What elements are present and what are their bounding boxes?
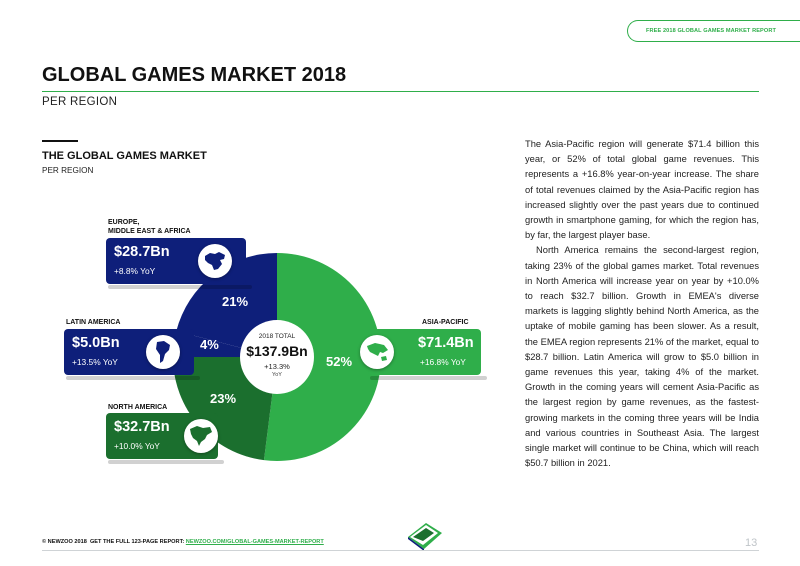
center-total-value: $137.9Bn [246, 343, 308, 359]
body-paragraph: The Asia-Pacific region will generate $71.4 billion this year, or 52% of total global game revenues. This represents a +16.8% year-on-year increase. The share of total revenues claimed by the Asia-Pacific region has increased slightly over the past years due to continued growth in smartphone gaming, for which the region has, by far, the largest player base. [525, 139, 759, 241]
center-total-label: 2018 TOTAL [258, 333, 296, 340]
region-value-asia-pacific: $71.4Bn [418, 335, 474, 351]
body-text [525, 137, 759, 471]
slice-label-north-america: 23% [210, 391, 237, 406]
slice-label-latin-america: 4% [200, 337, 219, 352]
region-yoy-emea: +8.8% YoY [114, 266, 156, 276]
box-shadow [108, 460, 224, 464]
slice-label-asia-pacific: 52% [326, 354, 353, 369]
report-cover-thumbnail[interactable] [404, 519, 444, 551]
footer-copyright: © NEWZOO 2018 [42, 539, 87, 545]
box-shadow [370, 376, 487, 380]
section-subtitle: PER REGION [42, 166, 94, 175]
north-america-map-icon [184, 419, 218, 453]
region-box-latin-america [64, 329, 194, 375]
box-shadow [66, 376, 200, 380]
body-paragraph: North America remains the second-largest region, taking 23% of the global games market. Total revenues in North America will increase year on year by +10.0% to reach $32.7 billion. Growth in EMEA's diverse markets is lagging slightly behind North America, as the uptake of mobile gaming has been slower. As a result, the EMEA region represents 21% of the market, equal to $28.7 billion. Latin America will grow to $5.0 billion in game revenues this year, taking 4% of the market. Growth in the coming years will cement Asia-Pacific as the largest region by game revenues, as the fastest-growing markets in the coming three years will be India and various countries in Southeast Asia. The largest single market will continue to be China, which will reach $50.7 billion in 2021. [525, 245, 759, 469]
page-number: 13 [745, 537, 758, 549]
report-tag: FREE 2018 GLOBAL GAMES MARKET REPORT [627, 20, 800, 42]
region-value-north-america: $32.7Bn [114, 419, 170, 435]
region-box-north-america [106, 413, 218, 459]
region-box-asia-pacific [368, 329, 481, 375]
box-shadow [108, 285, 252, 289]
center-yoy-value: +13.3% [264, 362, 290, 371]
asia-map-icon [360, 335, 394, 369]
region-box-emea [106, 238, 246, 284]
page-subtitle: PER REGION [42, 96, 118, 108]
region-label-north-america: NORTH AMERICA [108, 404, 168, 411]
footer [42, 539, 324, 545]
center-yoy-label: YoY [272, 372, 282, 378]
footer-cta: GET THE FULL 123-PAGE REPORT: [89, 539, 185, 545]
europe-map-icon [198, 244, 232, 278]
page-title: GLOBAL GAMES MARKET 2018 [42, 64, 347, 86]
region-label-asia-pacific: ASIA-PACIFIC [422, 319, 469, 326]
south-america-map-icon [146, 335, 180, 369]
region-label-emea: EUROPE, MIDDLE EAST & AFRICA [108, 219, 191, 235]
footer-divider [42, 550, 759, 551]
region-label-latin-america: LATIN AMERICA [66, 319, 121, 326]
region-yoy-asia-pacific: +16.8% YoY [420, 357, 466, 367]
region-value-latin-america: $5.0Bn [72, 335, 120, 351]
region-value-emea: $28.7Bn [114, 244, 170, 260]
region-yoy-north-america: +10.0% YoY [114, 441, 160, 451]
region-yoy-latin-america: +13.5% YoY [72, 357, 118, 367]
slice-label-emea: 21% [222, 294, 249, 309]
report-link[interactable]: NEWZOO.COM/GLOBAL-GAMES-MARKET-REPORT [185, 539, 324, 545]
section-title: THE GLOBAL GAMES MARKET [42, 150, 207, 162]
